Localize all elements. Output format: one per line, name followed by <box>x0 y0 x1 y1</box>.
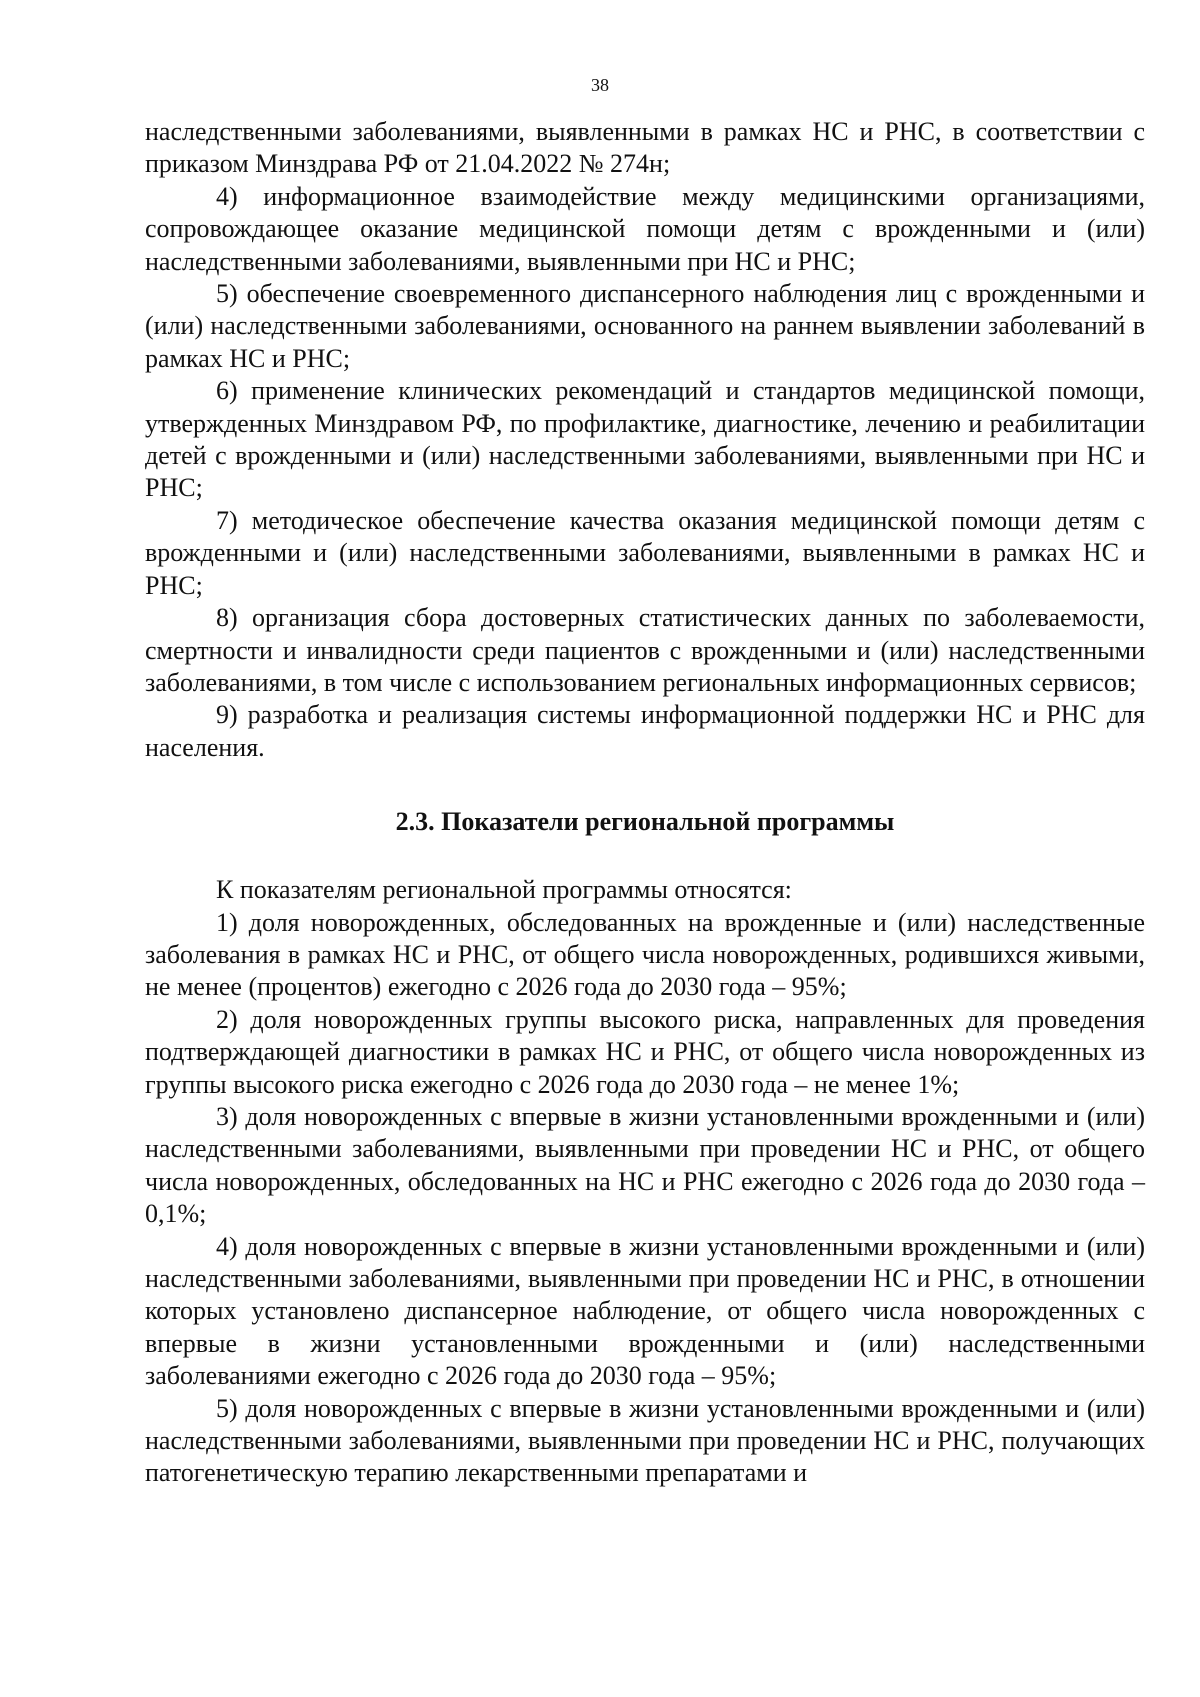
list-item-6: 6) применение клинических рекомендаций и стандартов медицинской помощи, утвержденных Минздравом РФ, по профилактике, диагностике, лечению и реабилитации детей с врожденными и (или) наследственными заболеваниями, выявленными при НС и РНС; <box>145 376 1145 503</box>
indicator-item-4: 4) доля новорожденных с впервые в жизни установленными врожденными и (или) наследственными заболеваниями, выявленными при проведении НС и РНС, в отношении которых установлено диспансерное наблюдение, от общего числа новорожденных с впервые в жизни установленными врожденными и (или) наследственными заболеваниями ежегодно с 2026 года до 2030 года – 95%; <box>145 1231 1145 1391</box>
indicator-item-1: 1) доля новорожденных, обследованных на врожденные и (или) наследственные заболевания в рамках НС и РНС, от общего числа новорожденных, родившихся живыми, не менее (процентов) ежегодно с 2026 года до 2030 года – 95%; <box>145 907 1145 1002</box>
paragraph-continuation: наследственными заболеваниями, выявленными в рамках НС и РНС, в соответствии с приказом Минздрава РФ от 21.04.2022 № 274н; <box>145 117 1145 179</box>
indicators-intro: К показателям региональной программы относятся: <box>216 875 792 905</box>
list-item-8: 8) организация сбора достоверных статистических данных по заболеваемости, смертности и инвалидности среди пациентов с врожденными и (или) наследственными заболеваниями, в том числе с использованием региональных информационных сервисов; <box>145 603 1145 697</box>
indicator-item-2: 2) доля новорожденных группы высокого риска, направленных для проведения подтверждающей диагностики в рамках НС и РНС, от общего числа новорожденных из группы высокого риска ежегодно с 2026 года до 2030 года – не менее 1%; <box>145 1004 1145 1099</box>
page-content <box>145 116 1145 1490</box>
list-item-4: 4) информационное взаимодействие между медицинскими организациями, сопровождающее оказание медицинской помощи детям с врожденными и (или) наследственными заболеваниями, выявленными при НС и РНС; <box>145 181 1145 276</box>
list-item-9: 9) разработка и реализация системы информационной поддержки НС и РНС для населения. <box>145 700 1145 762</box>
page-number: 38 <box>591 75 609 95</box>
list-item-5: 5) обеспечение своевременного диспансерного наблюдения лиц с врожденными и (или) наследственными заболеваниями, основанного на раннем выявлении заболеваний в рамках НС и РНС; <box>145 279 1145 373</box>
list-item-7: 7) методическое обеспечение качества оказания медицинской помощи детям с врожденными и (или) наследственными заболеваниями, выявленными в рамках НС и РНС; <box>145 505 1145 600</box>
indicator-item-5: 5) доля новорожденных с впервые в жизни установленными врожденными и (или) наследственными заболеваниями, выявленными при проведении НС и РНС, получающих патогенетическую терапию лекарственными препаратами и <box>145 1393 1145 1488</box>
indicator-item-3: 3) доля новорожденных с впервые в жизни установленными врожденными и (или) наследственными заболеваниями, выявленными при проведении НС и РНС, от общего числа новорожденных, обследованных на НС и РНС ежегодно с 2026 года до 2030 года – 0,1%; <box>145 1101 1145 1229</box>
section-heading: 2.3. Показатели региональной программы <box>395 807 895 837</box>
